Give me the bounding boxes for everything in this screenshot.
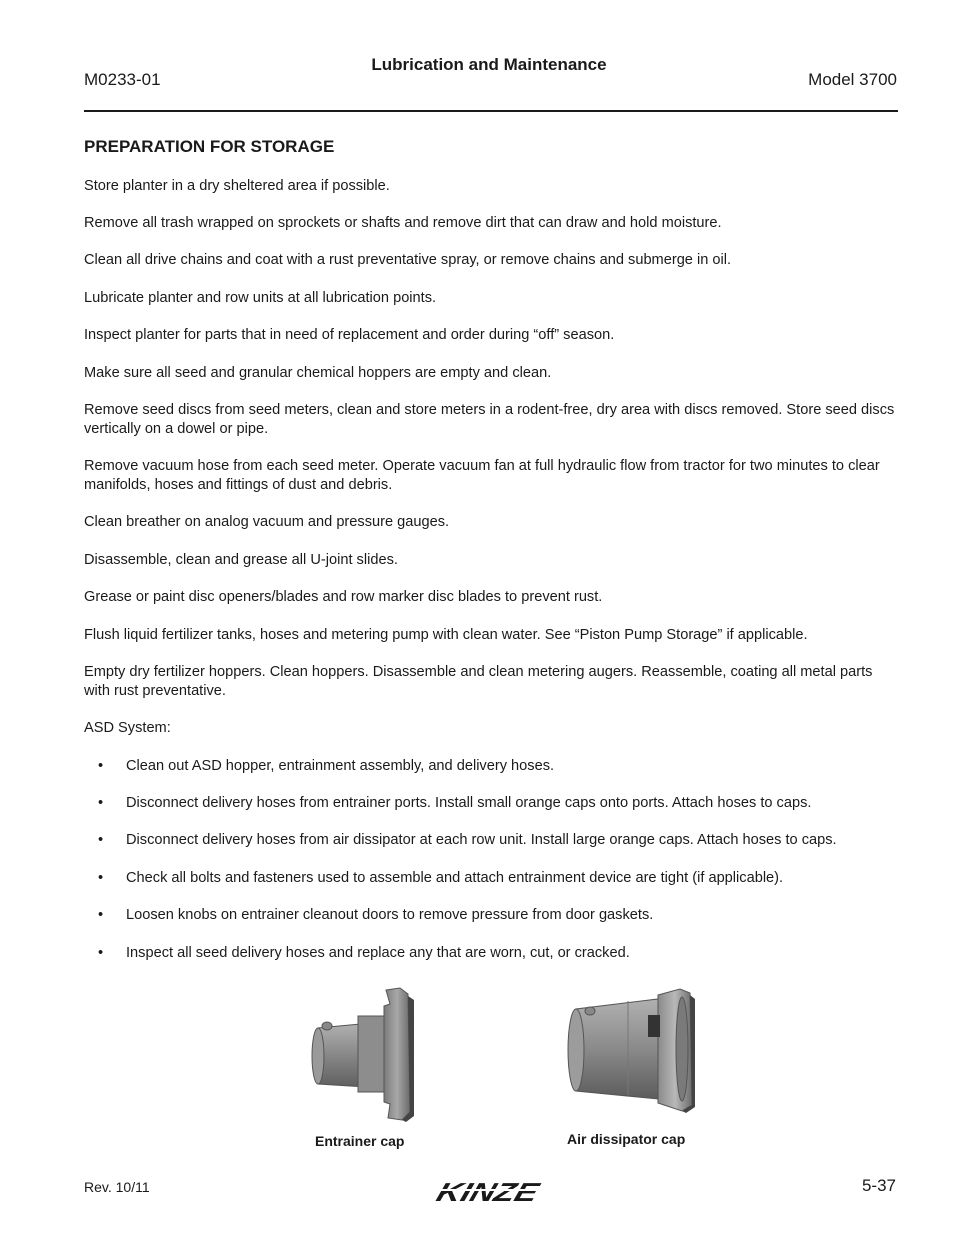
paragraph: Flush liquid fertilizer tanks, hoses and metering pump with clean water. See “Piston Pump Storage” if applicable. (84, 627, 808, 643)
bullet-marker: • (98, 832, 104, 848)
header-divider (84, 110, 898, 112)
list-item: Inspect all seed delivery hoses and replace any that are worn, cut, or cracked. (126, 945, 630, 961)
paragraph: ASD System: (84, 720, 171, 736)
paragraph: Grease or paint disc openers/blades and row marker disc blades to prevent rust. (84, 589, 603, 605)
page-number: 5-37 (861, 1176, 896, 1195)
paragraph: Empty dry fertilizer hoppers. Clean hoppers. Disassemble and clean metering augers. Reassemble, coating all metal parts with rust preventative. (84, 664, 873, 699)
revision-label: Rev. 10/11 (84, 1179, 150, 1195)
section-heading: Lubrication and Maintenance (371, 55, 607, 74)
paragraph: Remove seed discs from seed meters, clean and store meters in a rodent-free, dry area with discs removed. Store seed discs vertically on a dowel or pipe. (84, 402, 895, 437)
paragraph: Inspect planter for parts that in need of replacement and order during “off” season. (84, 327, 615, 343)
paragraph: Disassemble, clean and grease all U-joint slides. (84, 552, 398, 568)
paragraph: Clean all drive chains and coat with a rust preventative spray, or remove chains and submerge in oil. (84, 252, 732, 268)
air-dissipator-cap-image (566, 987, 696, 1113)
entrainer-cap-caption: Entrainer cap (315, 1133, 405, 1149)
bullet-marker: • (98, 945, 104, 961)
list-item: Clean out ASD hopper, entrainment assembly, and delivery hoses. (126, 758, 555, 774)
paragraph: Clean breather on analog vacuum and pressure gauges. (84, 514, 450, 530)
entrainer-cap-image (308, 984, 420, 1124)
list-item: Disconnect delivery hoses from entrainer ports. Install small orange caps onto ports. Attach hoses to caps. (126, 795, 812, 811)
paragraph: Make sure all seed and granular chemical hoppers are empty and clean. (84, 365, 552, 381)
paragraph: Lubricate planter and row units at all lubrication points. (84, 290, 437, 306)
bullet-marker: • (98, 907, 104, 923)
air-dissipator-cap-caption: Air dissipator cap (567, 1131, 686, 1147)
bullet-marker: • (98, 870, 104, 886)
page-title: PREPARATION FOR STORAGE (84, 137, 335, 156)
paragraph: Store planter in a dry sheltered area if possible. (84, 178, 390, 194)
model-label: Model 3700 (808, 70, 897, 89)
bullet-marker: • (98, 758, 104, 774)
paragraph: Remove vacuum hose from each seed meter. Operate vacuum fan at full hydraulic flow from tractor for two minutes to clear manifolds, hoses and fittings of dust and debris. (84, 458, 880, 493)
kinze-logo (429, 1176, 551, 1211)
paragraph: Remove all trash wrapped on sprockets or shafts and remove dirt that can draw and hold moisture. (84, 215, 722, 231)
list-item: Check all bolts and fasteners used to assemble and attach entrainment device are tight (if applicable). (126, 870, 784, 886)
bullet-marker: • (98, 795, 104, 811)
list-item: Loosen knobs on entrainer cleanout doors to remove pressure from door gaskets. (126, 907, 654, 923)
svg-text:KINZE: KINZE (432, 1177, 521, 1206)
list-item: Disconnect delivery hoses from air dissipator at each row unit. Install large orange caps. Attach hoses to caps. (126, 832, 837, 848)
document-number: M0233-01 (84, 70, 161, 89)
